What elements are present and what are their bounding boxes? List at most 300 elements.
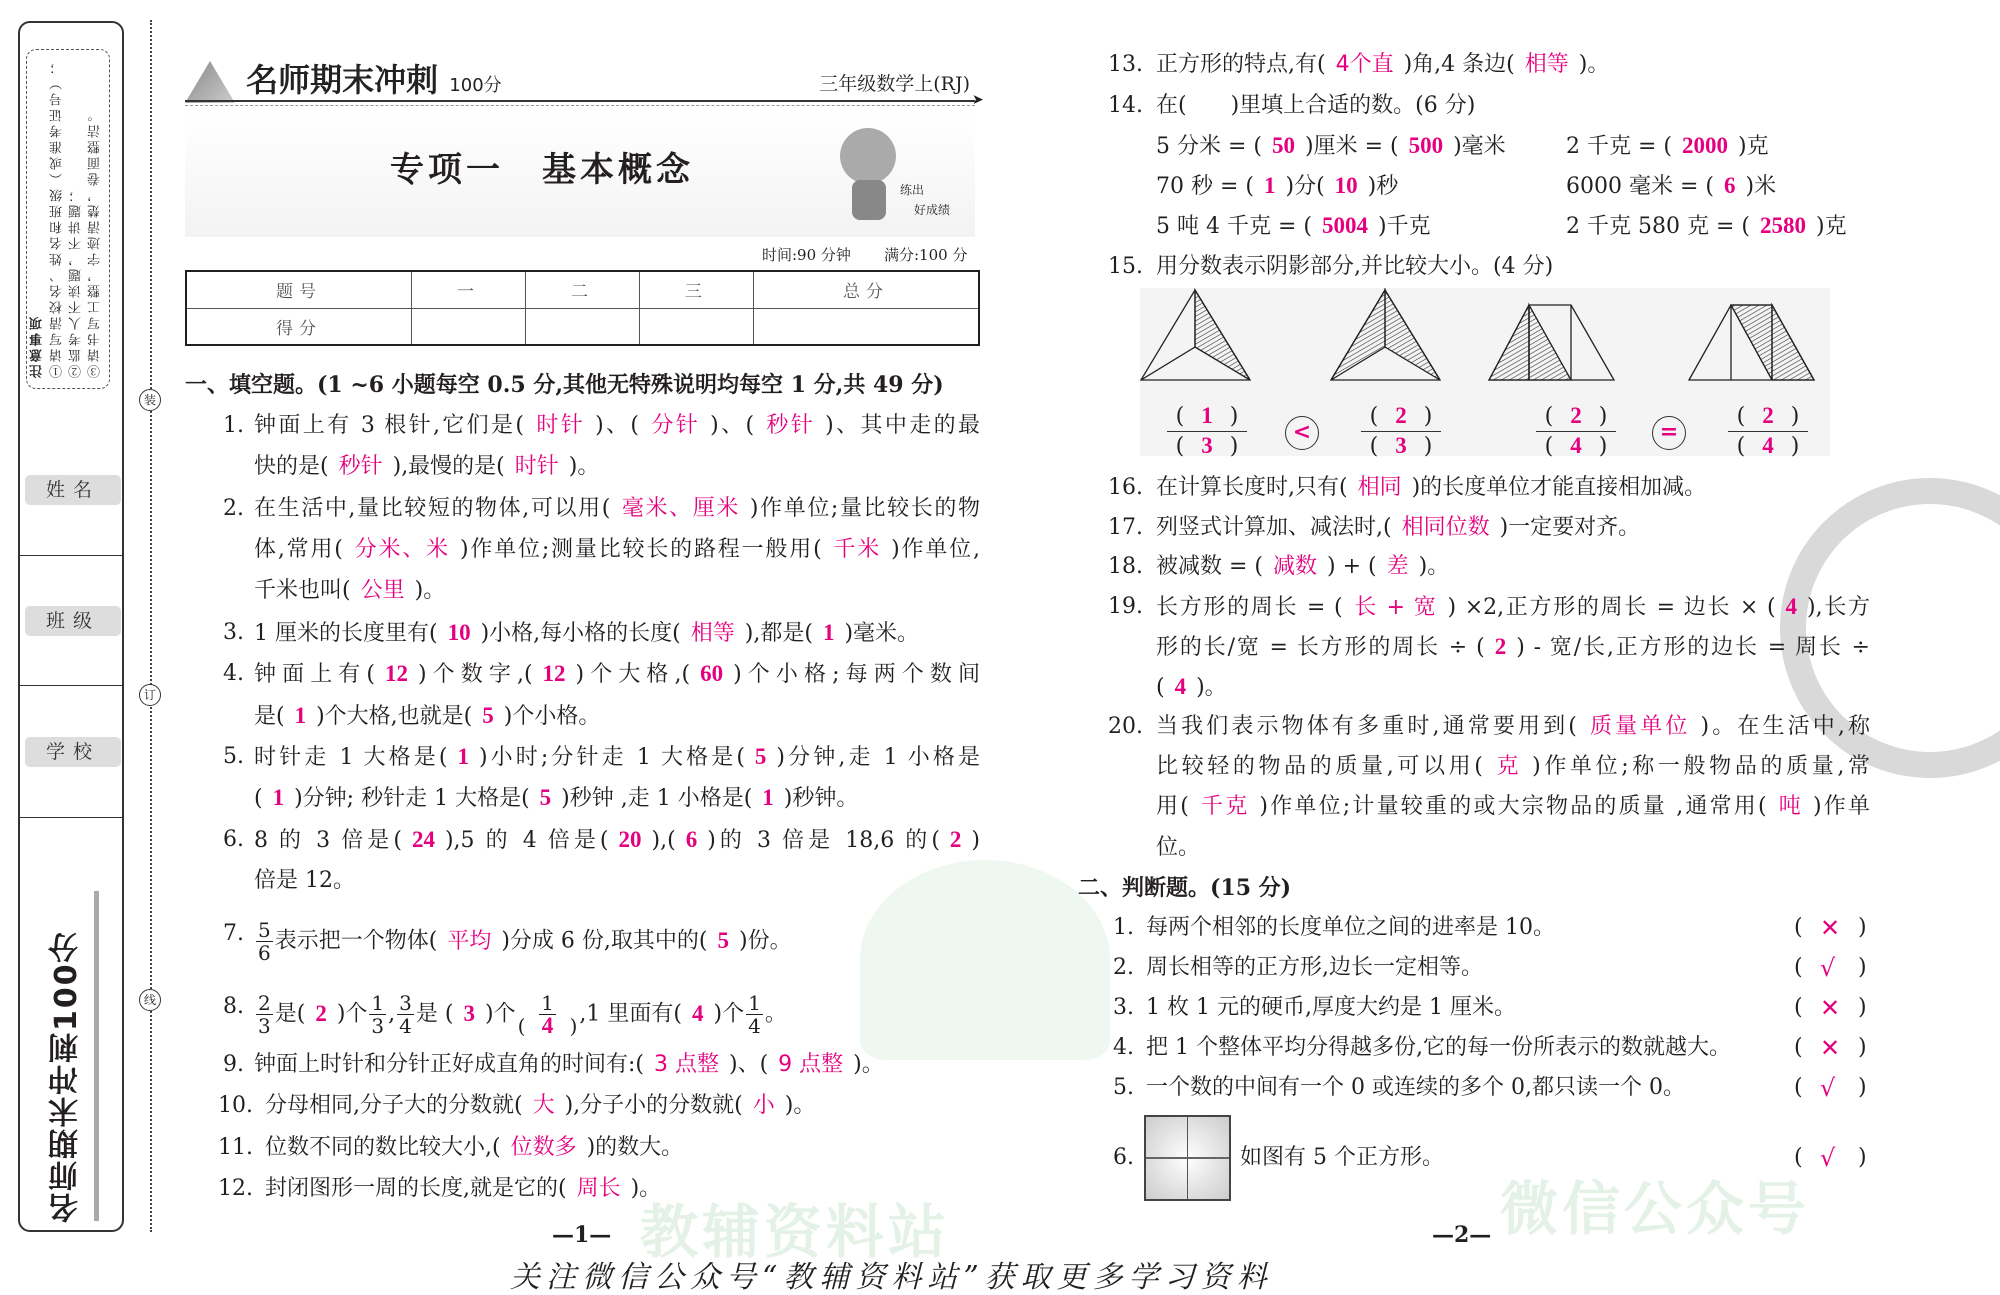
question-text: 位数不同的数比较大小,( (265, 1135, 501, 1160)
answer-text: 12 (542, 661, 566, 686)
answer-text: 3 (1395, 433, 1407, 458)
question-text: )千克 (1377, 214, 1431, 239)
answer-text: 3 (1201, 433, 1213, 458)
answer-text: 12 (384, 661, 408, 686)
question-text: 70 秒 = ( (1156, 174, 1254, 199)
question-text: ) + ( (1327, 554, 1377, 579)
question-text: 长方形的周长 = ( (1156, 595, 1343, 620)
question-text: 是 ( (415, 1001, 454, 1027)
question-text: 用( (1156, 794, 1189, 819)
judge-answer: √ (1820, 1074, 1836, 1102)
question-text: ( (1156, 675, 1165, 700)
question-text: ) ×2,正方形的周长 = 边长 × ( (1447, 595, 1776, 620)
question-text: )个 (484, 1001, 516, 1027)
question-number: 20. (1108, 714, 1143, 739)
question-text: 周长相等的正方形,边长一定相等。 (1146, 955, 1483, 980)
question-line (254, 576, 445, 606)
question-text: 是( (274, 1001, 306, 1027)
notice-item: ②监考人不读题，不讲题； (69, 186, 84, 378)
table-header: 一 (412, 271, 526, 308)
question-text: )分钟; 秒针走 1 大格是( (294, 786, 530, 811)
question-text: 列竖式计算加、减法时,( (1156, 515, 1392, 540)
page-number: —2— (1432, 1222, 1492, 1248)
question-text: )个 (336, 1001, 368, 1027)
answer-text: 2000 (1682, 133, 1728, 158)
answer-text: 4 (541, 1013, 554, 1038)
question-text: 分母相同,分子大的分数就( (265, 1093, 523, 1118)
question-text: 一个数的中间有一个 0 或连续的多个 0,都只读一个 0。 (1146, 1075, 1685, 1100)
numerator: 3 (399, 991, 412, 1015)
judge-answer: √ (1820, 954, 1836, 982)
header-rule-dashed (185, 105, 975, 106)
question-text: )厘米 = ( (1305, 134, 1399, 159)
answer-text: 24 (411, 827, 435, 852)
answer-paren: ) (1858, 1145, 1867, 1170)
answer-text: 相同 (1357, 475, 1402, 500)
question-text: ( (254, 786, 263, 811)
answer-text: 秒针 (764, 413, 816, 438)
four-squares-figure (1144, 1115, 1231, 1201)
question-line (1156, 833, 1200, 863)
question-number: 3. (223, 620, 244, 645)
answer-text: 500 (1408, 133, 1444, 158)
answer-text: 千米 (831, 537, 882, 562)
judge-answer: ✕ (1820, 994, 1841, 1022)
question-text: 5 吨 4 千克 = ( (1156, 214, 1312, 239)
question-text: )、( (710, 413, 755, 438)
leaf-watermark-icon (860, 860, 1110, 1060)
question-text: )个大格,也就是( (316, 704, 473, 729)
table-header: 三 (639, 271, 753, 308)
question-text: ),最慢的是( (392, 454, 505, 479)
answer-paren: ( (1794, 955, 1803, 980)
numerator: 1 (748, 991, 761, 1015)
brand-name: 名师期末冲刺 (246, 61, 439, 99)
question-text: ),5 的 4 倍是( (444, 828, 609, 853)
answer-text: 平均 (447, 928, 492, 954)
question-text: 钟面上有 3 根针,它们是( (254, 413, 524, 438)
question-text: 是( (254, 704, 285, 729)
answer-paren: ) (1858, 1075, 1867, 1100)
question-text: )。 (1418, 554, 1450, 579)
question-text: 5 分米 = ( (1156, 134, 1262, 159)
question-number: 5. (223, 744, 244, 769)
question-line (1566, 211, 1847, 242)
fraction (256, 919, 273, 964)
numerator: 1 (371, 991, 385, 1015)
question-line (265, 1091, 815, 1121)
answer-text: 小 (752, 1093, 775, 1118)
table-header: 题号 (186, 271, 412, 308)
question-text: 2 千克 = ( (1566, 134, 1672, 159)
question-line (254, 452, 599, 482)
table-header: 总分 (753, 271, 979, 308)
answer-text: 2 (1570, 403, 1582, 428)
question-number: 19. (1108, 594, 1143, 619)
answer-paren: ( (1794, 915, 1803, 940)
question-number: 3. (1113, 995, 1134, 1020)
seal-mark: 订 (139, 684, 161, 706)
answer-paren: ( (1794, 1035, 1803, 1060)
question-line (1156, 252, 1553, 282)
question-text: )个大格,( (575, 662, 691, 687)
question-number: 2. (223, 496, 244, 521)
question-text: )秒钟 ,走 1 小格是( (561, 786, 753, 811)
question-text: 2 千克 580 克 = ( (1566, 214, 1750, 239)
answer-text: 大 (532, 1093, 555, 1118)
question-line (1156, 752, 1870, 782)
question-line (254, 992, 787, 1037)
question-line (1156, 712, 1870, 742)
question-line (1156, 592, 1870, 623)
question-number: 11. (218, 1135, 253, 1160)
question-text: ) (971, 828, 981, 853)
question-text: ),都是( (744, 621, 813, 646)
answer-text: 5004 (1321, 213, 1368, 238)
question-number: 13. (1108, 52, 1143, 77)
notice-box (26, 49, 110, 389)
numerator: ( 1 ) (1167, 402, 1247, 432)
table-row (186, 308, 979, 345)
question-text: 正方形的特点,有( (1156, 52, 1326, 77)
question-text: 时针走 1 大格是( (254, 745, 448, 770)
answer-text: 时针 (514, 454, 559, 479)
question-line (1156, 792, 1870, 822)
question-line (1156, 473, 1706, 503)
score-cell[interactable] (526, 308, 640, 345)
question-text: )个数字,( (417, 662, 533, 687)
judge-answer: √ (1820, 1144, 1836, 1172)
question-line (254, 742, 980, 773)
question-text: 比较轻的物品的质量,可以用( (1156, 754, 1483, 779)
question-line (254, 535, 980, 565)
answer-text: 2 (1762, 403, 1774, 428)
question-text: 把 1 个整体平均分得越多份,它的每一份所表示的数就越大。 (1146, 1035, 1731, 1060)
question-text: 6000 毫米 = ( (1566, 174, 1714, 199)
answer-text: 60 (700, 661, 724, 686)
question-text: 体,常用( (254, 537, 343, 562)
sidebar-brand-logo: 名师期末冲刺100分 (49, 930, 84, 1223)
class-field[interactable]: 班级 (25, 606, 121, 636)
answer-text: 1 (457, 744, 469, 769)
numerator: 1 (541, 991, 554, 1015)
answer-text: 相等 (1524, 52, 1569, 77)
answer-paren: ( (1794, 995, 1803, 1020)
question-text: )个 (713, 1001, 745, 1027)
denominator: 6 (258, 941, 271, 965)
answer-text: 50 (1272, 133, 1295, 158)
name-field[interactable]: 姓名 (25, 475, 121, 505)
answer-text: 秒针 (338, 454, 383, 479)
binding-sidebar (18, 21, 124, 1232)
question-text: 每两个相邻的长度单位之间的进率是 10。 (1146, 915, 1555, 940)
question-text: 在( )里填上合适的数。(6 分) (1156, 93, 1476, 118)
question-text: )作单位;计量较重的或大宗物品的质量 ,通常用( (1259, 794, 1767, 819)
question-line (254, 825, 980, 856)
school-field[interactable]: 学校 (25, 737, 121, 767)
answer-text: 4 (1174, 674, 1187, 699)
question-line (1566, 131, 1769, 162)
question-text: 1 厘米的长度里有( (254, 621, 438, 646)
answer-text: 5 (717, 927, 729, 953)
divider (20, 555, 122, 556)
question-text: )、( (595, 413, 640, 438)
answer-text: 克 (1492, 754, 1523, 779)
question-text: )克 (1738, 134, 1769, 159)
question-number: 8. (223, 994, 244, 1019)
answer-text: 9 点整 (778, 1052, 844, 1077)
judge-answer: ✕ (1820, 1034, 1841, 1062)
denominator: ( 4 ) (1544, 433, 1608, 459)
notice-item: ③请书写工整，字迹清楚，卷面整洁。 (88, 106, 103, 378)
question-text: )的数大。 (586, 1135, 684, 1160)
denominator: ( 3 ) (1369, 433, 1433, 459)
fraction-answer (1728, 402, 1808, 461)
notice-item: ①请写清校名、姓名和班级（或准考证号）； (50, 58, 65, 378)
question-number: 9. (223, 1052, 244, 1077)
answer-text: 时针 (534, 413, 586, 438)
question-number: 1. (223, 413, 244, 438)
question-line (254, 866, 355, 896)
score-table (185, 270, 980, 346)
question-text: )毫米。 (844, 621, 920, 646)
divider (20, 685, 122, 686)
seal-mark: 装 (139, 389, 161, 411)
question-text: 位。 (1156, 835, 1201, 860)
fraction (518, 992, 578, 1037)
answer-paren: ) (1858, 915, 1867, 940)
full-score: 满分:100 分 (884, 246, 968, 264)
answer-text: 1 (822, 620, 835, 645)
answer-text: 1 (294, 703, 307, 728)
question-text: 如图有 5 个正方形。 (1240, 1145, 1444, 1170)
answer-text: 20 (618, 827, 642, 852)
question-number: 17. (1108, 515, 1143, 540)
question-text: 当我们表示物体有多重时,通常要用到( (1156, 714, 1577, 739)
brand-logo (185, 55, 502, 103)
question-line (1156, 552, 1449, 582)
answer-text: 4 (1762, 433, 1774, 458)
answer-text: 分米、米 (352, 537, 450, 562)
question-text: )米 (1745, 174, 1777, 199)
question-text: 封闭图形一周的长度,就是它的( (265, 1176, 567, 1201)
answer-text: 公里 (360, 578, 405, 603)
question-text: )分( (1285, 174, 1325, 199)
arrow-icon: ➤ (972, 92, 984, 108)
question-text: )。 (1196, 675, 1227, 700)
question-line (1156, 211, 1431, 242)
denominator: ( 3 ) (1175, 433, 1239, 459)
judge-answer: ✕ (1820, 914, 1841, 942)
answer-text: 吨 (1776, 794, 1803, 819)
question-number: 18. (1108, 554, 1143, 579)
answer-text: 分针 (649, 413, 701, 438)
question-number: 2. (1113, 955, 1134, 980)
answer-text: 5 (482, 703, 494, 728)
answer-text: 3 点整 (654, 1052, 719, 1077)
question-text: )作单位, (891, 537, 980, 562)
question-text: 千米也叫( (254, 578, 351, 603)
question-text: )作单位;称一般物品的质量,常 (1532, 754, 1870, 779)
question-text: 1 枚 1 元的硬币,厚度大约是 1 厘米。 (1146, 995, 1516, 1020)
table-header-row (186, 271, 979, 308)
question-text: 表示把一个物体( (274, 928, 438, 954)
answer-text: 周长 (576, 1176, 621, 1201)
fraction (256, 992, 273, 1037)
question-text: )角,4 条边( (1403, 52, 1515, 77)
denominator: 3 (371, 1014, 385, 1038)
question-text: , (388, 1001, 396, 1027)
denominator: 4 (748, 1014, 761, 1038)
question-line (254, 494, 980, 524)
comparison-answer: = (1652, 416, 1686, 450)
denominator: 4 (399, 1014, 412, 1038)
question-number: 6. (1113, 1145, 1134, 1170)
answer-text: 2580 (1759, 213, 1806, 238)
question-number: 6. (223, 827, 244, 852)
header-rule (185, 100, 975, 102)
numerator: 5 (258, 918, 271, 942)
question-text: ),分子小的分数就( (564, 1093, 743, 1118)
fraction (397, 992, 414, 1037)
question-line (254, 659, 980, 690)
question-text: )、( (729, 1052, 769, 1077)
numerator: 2 (258, 991, 271, 1015)
section-title: 一、填空题。(1 ~6 小题每空 0.5 分,其他无特殊说明均每空 1 分,共 49 分) (185, 372, 944, 398)
answer-text: 位数多 (510, 1135, 577, 1160)
question-line (254, 701, 600, 732)
question-text: 快的是( (254, 454, 329, 479)
question-text: ,1 里面有( (579, 1001, 682, 1027)
answer-paren: ) (1858, 1035, 1867, 1060)
numerator: ( 2 ) (1361, 402, 1441, 432)
numerator: ( 2 ) (1728, 402, 1808, 432)
mascot-text: 练出 (900, 183, 925, 197)
question-number: 7. (223, 921, 244, 946)
answer-text: 2 (1395, 403, 1407, 428)
question-text: )克 (1815, 214, 1847, 239)
question-number: 10. (218, 1093, 253, 1118)
answer-text: 差 (1386, 554, 1409, 579)
answer-text: 1 (272, 785, 285, 810)
question-text: ) - 宽/长,正方形的边长 = 周长 ÷ (1516, 635, 1870, 660)
watermark-text: 微信公众号 (1500, 1175, 1811, 1243)
answer-paren: ) (1858, 955, 1867, 980)
brand-suffix: 100分 (449, 75, 502, 96)
score-cell[interactable] (639, 308, 753, 345)
answer-text: 1 (1201, 403, 1213, 428)
question-text: )的长度单位才能直接相加减。 (1411, 475, 1707, 500)
denominator: ( 4 ) (1736, 433, 1800, 459)
answer-text: 4个直 (1335, 52, 1394, 77)
answer-text: 毫米、厘米 (620, 496, 740, 521)
row-label: 得分 (186, 308, 412, 345)
question-text: 用分数表示阴影部分,并比较大小。(4 分) (1156, 254, 1554, 279)
question-text: 被减数 = ( (1156, 554, 1264, 579)
cut-line (150, 20, 152, 1232)
question-number: 12. (218, 1176, 253, 1201)
answer-paren: ( (1794, 1075, 1803, 1100)
watermark-text: 教辅资料站 (640, 1198, 951, 1266)
question-text: )作单位;测量比较长的路程一般用( (459, 537, 822, 562)
answer-text: 千克 (1198, 794, 1250, 819)
question-text: )。 (568, 454, 600, 479)
question-number: 15. (1108, 254, 1143, 279)
fraction-answer (1361, 402, 1441, 461)
mascot-body (852, 180, 886, 220)
question-number: 16. (1108, 475, 1143, 500)
question-text: 钟面上时针和分针正好成直角的时间有:( (254, 1052, 644, 1077)
comparison-answer: < (1285, 416, 1319, 450)
question-text: )的 3 倍是 18,6 的( (707, 828, 940, 853)
question-text: 在生活中,量比较短的物体,可以用( (254, 496, 611, 521)
answer-text: 10 (1334, 173, 1358, 198)
denominator: 3 (258, 1014, 271, 1038)
table-header: 二 (526, 271, 640, 308)
answer-text: 减数 (1273, 554, 1318, 579)
footer-promo: 关注微信公众号“教辅资料站”获取更多学习资料 (510, 1260, 1273, 1295)
question-text: )。 (784, 1093, 816, 1118)
fraction-answer (1167, 402, 1247, 461)
question-text: )作单位;量比较长的物 (749, 496, 980, 521)
answer-text: 2 (949, 827, 962, 852)
answer-text: 3 (463, 1000, 475, 1026)
question-text: )秒钟。 (783, 786, 859, 811)
question-text: )分钟,走 1 小格是 (776, 745, 981, 770)
answer-text: 4 (1570, 433, 1582, 458)
question-line (254, 919, 792, 964)
question-text: )作单 (1812, 794, 1870, 819)
question-line (265, 1133, 683, 1163)
question-text: )秒 (1367, 174, 1399, 199)
score-cell[interactable] (412, 308, 526, 345)
fraction-answer (1536, 402, 1616, 461)
notice-title: 注意事项 (30, 314, 45, 378)
question-text: )小时;分针走 1 大格是( (478, 745, 745, 770)
question-number: 4. (1113, 1035, 1134, 1060)
answer-text: 1 (1264, 173, 1276, 198)
question-line (1156, 91, 1475, 121)
answer-text: 2 (315, 1000, 327, 1026)
answer-text: 4 (1785, 594, 1798, 619)
question-line (254, 783, 858, 814)
question-text: )分成 6 份,取其中的( (501, 928, 708, 954)
question-text: )。 (414, 578, 446, 603)
question-text: )。 (853, 1052, 884, 1077)
grade-label: 三年级数学上(RJ) (819, 73, 970, 95)
fraction (746, 992, 763, 1037)
answer-text: 长 + 宽 (1352, 595, 1438, 620)
question-text: )个小格;每两个数间 (733, 662, 980, 687)
seal-mark: 线 (139, 989, 161, 1011)
question-number: 4. (223, 661, 244, 686)
question-line (254, 1050, 884, 1080)
question-line (1156, 672, 1227, 703)
question-text: 在计算长度时,只有( (1156, 475, 1348, 500)
page-title: 专项一 基本概念 (390, 150, 694, 190)
answer-text: 4 (691, 1000, 704, 1026)
answer-text: 6 (685, 827, 698, 852)
page-number: —1— (552, 1222, 612, 1248)
mascot-text: 好成绩 (914, 203, 951, 217)
score-cell[interactable] (753, 308, 979, 345)
answer-paren: ( (1794, 1145, 1803, 1170)
mascot-icon (840, 128, 896, 184)
answer-text: 5 (539, 785, 552, 810)
question-line (1156, 513, 1640, 543)
question-line (1156, 171, 1398, 202)
question-line (265, 1174, 661, 1204)
